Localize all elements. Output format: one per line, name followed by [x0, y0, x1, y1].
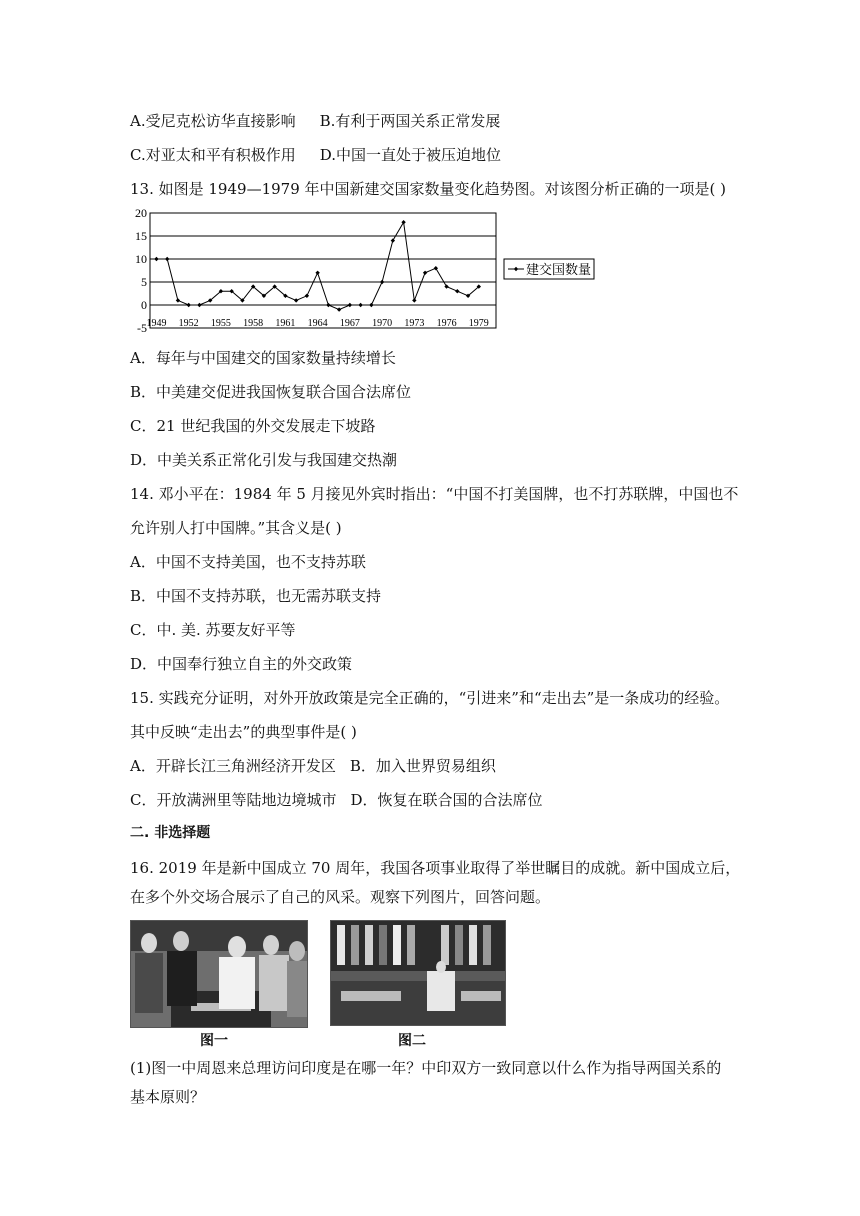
y-tick-label: 20	[135, 206, 147, 220]
photo-conference-flags	[330, 920, 506, 1026]
q12-option-d: D.中国一直处于被压迫地位	[319, 146, 501, 164]
legend-label: 建交国数量	[526, 262, 592, 277]
x-tick-label: 1970	[372, 318, 393, 329]
q16-stem-line1: 16. 2019 年是新中国成立 70 周年，我国各项事业取得了举世瞩目的成就。新中国成立后，	[130, 859, 741, 877]
figure-2-caption: 图二	[398, 1033, 426, 1049]
q13-option-a: A．每年与中国建交的国家数量持续增长	[130, 349, 396, 367]
q12-options-row2	[130, 145, 501, 165]
x-tick-label: 1979	[468, 318, 489, 329]
q13-stem: 13. 如图是 1949—1979 年中国新建交国家数量变化趋势图。对该图分析正确的一项是( )	[130, 180, 726, 198]
x-tick-label: 1976	[436, 318, 457, 329]
photo-zhou-enlai-india	[130, 920, 308, 1028]
q16-sub1-line1: (1)图一中周恩来总理访问印度是在哪一年？中印双方一致同意以什么作为指导两国关系的	[130, 1059, 722, 1077]
q16-stem-line2: 在多个外交场合展示了自己的风采。观察下列图片，回答问题。	[130, 888, 551, 906]
q15-option-a: A．开辟长江三角洲经济开发区	[130, 757, 336, 775]
q13-option-d: D．中美关系正常化引发与我国建交热潮	[130, 451, 398, 469]
q12-option-a: A.受尼克松访华直接影响	[130, 112, 296, 130]
x-tick-label: 1949	[146, 318, 167, 329]
q14-option-b: B．中国不支持苏联，也无需苏联支持	[130, 587, 382, 605]
q14-option-a: A．中国不支持美国，也不支持苏联	[130, 553, 366, 571]
q16-sub1-line2: 基本原则？	[130, 1088, 206, 1106]
x-tick-label: 1952	[178, 318, 199, 329]
x-tick-label: 1961	[275, 318, 296, 329]
q15-option-d: D．恢复在联合国的合法席位	[350, 791, 543, 809]
x-tick-label: 1958	[243, 318, 264, 329]
plot-area	[150, 213, 496, 328]
q12-option-c: C.对亚太和平有积极作用	[130, 146, 296, 164]
q12-option-b: B.有利于两国关系正常发展	[319, 112, 501, 130]
q15-stem-line1: 15. 实践充分证明，对外开放政策是完全正确的，“引进来”和“走出去”是一条成功的经验。	[130, 689, 730, 707]
q14-stem-line2: 允许别人打中国牌。”其含义是( )	[130, 519, 342, 537]
x-tick-label: 1955	[210, 318, 231, 329]
q13-option-b: B．中美建交促进我国恢复联合国合法席位	[130, 383, 412, 401]
q14-stem-line1: 14. 邓小平在：1984 年 5 月接见外宾时指出：“中国不打美国牌，也不打苏联牌，中国也不	[130, 485, 739, 503]
q15-option-b: B．加入世界贸易组织	[349, 757, 496, 775]
q12-options-row1	[130, 111, 500, 131]
figure-1-caption: 图一	[200, 1033, 228, 1049]
x-tick-label: 1964	[307, 318, 328, 329]
x-tick-label: 1967	[339, 318, 360, 329]
q15-options-row2	[130, 790, 543, 810]
y-tick-label: 0	[141, 298, 147, 312]
y-tick-label: 5	[141, 275, 147, 289]
y-tick-label: 15	[135, 229, 147, 243]
section-heading: 二. 非选择题	[130, 825, 211, 841]
q15-stem-line2: 其中反映“走出去”的典型事件是( )	[130, 723, 357, 741]
y-tick-label: 10	[135, 252, 147, 266]
q15-option-c: C．开放满洲里等陆地边境城市	[130, 791, 337, 809]
q15-options-row1	[130, 756, 496, 776]
q14-option-c: C．中. 美. 苏要友好平等	[130, 621, 296, 639]
x-tick-label: 1973	[404, 318, 425, 329]
q14-option-d: D．中国奉行独立自主的外交政策	[130, 655, 353, 673]
q13-line-chart	[128, 204, 608, 334]
y-tick-label: -5	[137, 321, 147, 334]
q13-option-c: C．21 世纪我国的外交发展走下坡路	[130, 417, 376, 435]
